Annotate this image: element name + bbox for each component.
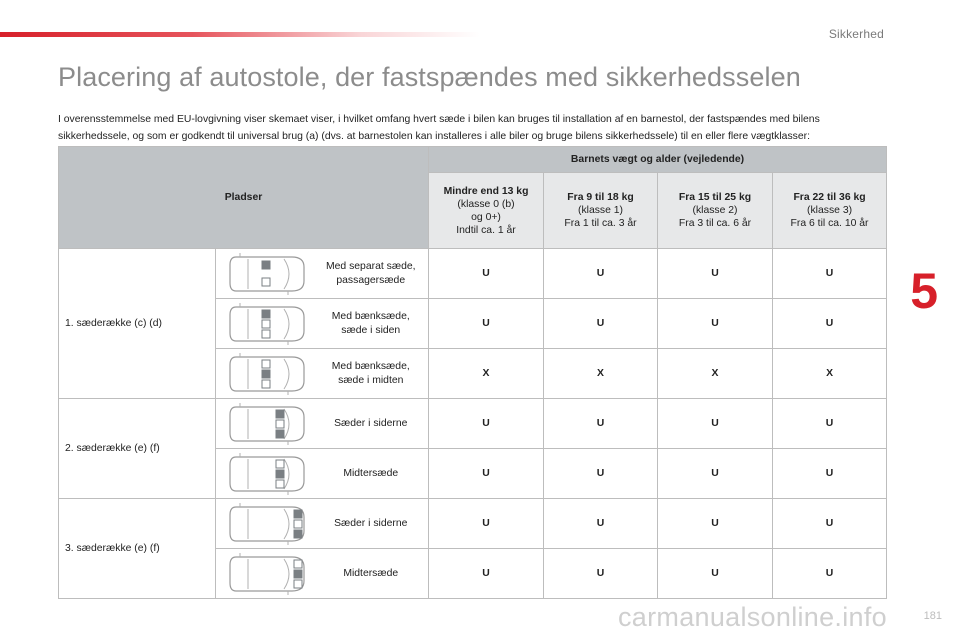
car-front-passenger-seat-icon (216, 249, 314, 299)
weight-class-detail: (klasse 1) (577, 205, 624, 216)
suitability-cell: U (429, 499, 544, 549)
page-number: 181 (923, 610, 942, 622)
car-front-bench-middle-seat-icon (216, 349, 314, 399)
suitability-cell: U (773, 299, 887, 349)
suitability-cell: U (429, 399, 544, 449)
suitability-cell: U (658, 549, 773, 599)
seat-position-description: Midtersæde (314, 549, 429, 599)
weight-class-detail: Fra 6 til ca. 10 år (790, 218, 869, 229)
car-row2-middle-seat-icon (216, 449, 314, 499)
intro-paragraph: I overensstemmelse med EU-lovgivning viser skemaet viser, i hvilket omfang hvert sæde i bilen kan bruges til installation af en barnestol, der fastspændes med bilens sikkerhedssele, og som er godkendt til universal brug (a) (dvs. at barnestolen kan installeres i alle biler og bruge bilens sikkerhedssele) til en eller flere vægtklasser: (58, 114, 820, 142)
weight-class-title: Fra 22 til 36 kg (793, 192, 866, 203)
weight-class-header (429, 173, 544, 249)
table-row (59, 499, 887, 549)
weight-class-title: Fra 9 til 18 kg (567, 192, 634, 203)
suitability-cell: U (773, 449, 887, 499)
weight-class-title: Mindre end 13 kg (443, 185, 529, 197)
chapter-number: 5 (910, 263, 938, 319)
suitability-cell: U (429, 299, 544, 349)
weight-class-detail: (klasse 3) (807, 205, 853, 216)
seat-position-description: Sæder i siderne (314, 399, 429, 449)
car-row3-side-seats-icon (216, 499, 314, 549)
car-row2-side-seats-icon (216, 399, 314, 449)
seat-position-description: Med bænksæde, sæde i midten (314, 349, 429, 399)
watermark: carmanualsonline.info (618, 602, 887, 632)
suitability-cell: U (544, 449, 658, 499)
car-front-bench-side-seat-icon (216, 299, 314, 349)
suitability-cell: U (658, 399, 773, 449)
weight-class-header (544, 173, 658, 249)
suitability-cell: U (773, 549, 887, 599)
seat-row-label: 2. sæderække (e) (f) (59, 399, 216, 499)
section-label: Sikkerhed (828, 27, 884, 41)
page-title: Placering af autostole, der fastspændes med sikkerhedsselen (58, 62, 801, 92)
suitability-cell: X (773, 349, 887, 399)
weight-class-detail: og 0+) (471, 211, 501, 223)
suitability-cell: U (773, 499, 887, 549)
weight-class-detail: (klasse 0 (b) (457, 198, 515, 210)
weight-class-detail: (klasse 2) (692, 205, 738, 216)
suitability-cell: U (658, 249, 773, 299)
seat-position-description: Midtersæde (314, 449, 429, 499)
seat-position-description: Sæder i siderne (314, 499, 429, 549)
weight-class-header (773, 173, 887, 249)
seat-row-label: 3. sæderække (e) (f) (59, 499, 216, 599)
suitability-cell: U (429, 549, 544, 599)
suitability-cell: U (773, 399, 887, 449)
weight-class-header (658, 173, 773, 249)
weight-class-detail: Indtil ca. 1 år (456, 224, 516, 236)
places-header: Pladser (59, 147, 429, 249)
suitability-cell: U (658, 499, 773, 549)
suitability-cell: X (658, 349, 773, 399)
suitability-cell: U (544, 249, 658, 299)
suitability-cell: U (773, 249, 887, 299)
child-seat-table (58, 146, 887, 599)
suitability-cell: U (658, 299, 773, 349)
weight-class-detail: Fra 3 til ca. 6 år (678, 218, 752, 229)
top-accent-bar (0, 32, 480, 37)
suitability-cell: U (544, 549, 658, 599)
table-row (59, 399, 887, 449)
suitability-cell: U (429, 249, 544, 299)
weight-class-detail: Fra 1 til ca. 3 år (564, 218, 637, 229)
seat-row-label: 1. sæderække (c) (d) (59, 249, 216, 399)
seat-position-description: Med separat sæde, passagersæde (314, 249, 429, 299)
car-row3-middle-seat-icon (216, 549, 314, 599)
suitability-cell: U (658, 449, 773, 499)
suitability-cell: U (429, 449, 544, 499)
suitability-cell: X (429, 349, 544, 399)
suitability-cell: U (544, 399, 658, 449)
seat-position-description: Med bænksæde, sæde i siden (314, 299, 429, 349)
suitability-cell: X (544, 349, 658, 399)
weight-class-title: Fra 15 til 25 kg (678, 192, 752, 203)
suitability-cell: U (544, 299, 658, 349)
suitability-cell: U (544, 499, 658, 549)
weight-age-header: Barnets vægt og alder (vejledende) (429, 147, 887, 173)
table-row (59, 249, 887, 299)
